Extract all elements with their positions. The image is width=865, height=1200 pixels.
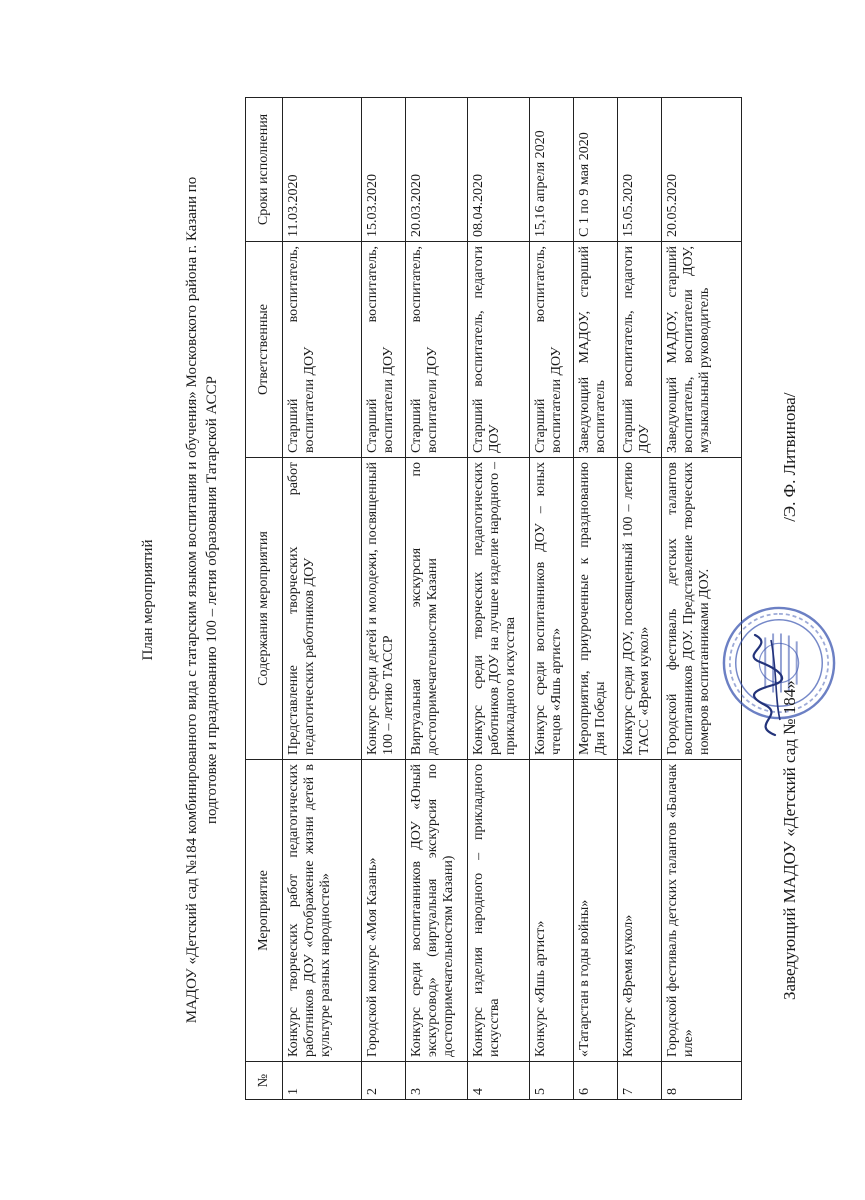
event-cell: Конкурс среди воспитанников ДОУ «Юный экскурсовод» (виртуальная экскурсия по достопримечательностям Казани) [406,760,468,1062]
content-cell: Конкурс среди воспитанников ДОУ – юных чтецов «Яшь артист» [530,458,574,760]
table-row [283,98,362,1100]
table-row [662,98,742,1100]
table-row [406,98,468,1100]
signatory-name: /Э. Ф. Литвинова/ [780,392,799,522]
row-number: 8 [662,1062,742,1100]
header-deadline: Сроки исполнения [246,98,283,242]
deadline-cell: С 1 по 9 мая 2020 [574,98,618,242]
table-header-row [246,98,283,1100]
subtitle-line-1: МАДОУ «Детский сад №184 комбинированного вида с татарским языком воспитания и обучения» Московского района г. Казани по [184,176,200,1024]
responsible-cell: Старший воспитатель, воспитатели ДОУ [283,242,362,458]
table-row [530,98,574,1100]
event-cell: Городской фестиваль детских талантов «Балачак иле» [662,760,742,1062]
responsible-cell: Старший воспитатель, воспитатели ДОУ [362,242,406,458]
row-number: 2 [362,1062,406,1100]
content-cell: Конкурс среди ДОУ, посвященный 100 – летию ТАСС «Время кукол» [618,458,662,760]
row-number: 1 [283,1062,362,1100]
header-event: Мероприятие [246,760,283,1062]
content-cell: Конкурс среди детей и молодежи, посвященный 100 – летию ТАССР [362,458,406,760]
content-cell: Конкурс среди творческих педагогических работников ДОУ на лучшее изделие народного – прикладного искусства [468,458,530,760]
event-cell: Конкурс «Яшь артист» [530,760,574,1062]
table-row [618,98,662,1100]
deadline-cell: 11.03.2020 [283,98,362,242]
deadline-cell: 20.03.2020 [406,98,468,242]
deadline-cell: 15.05.2020 [618,98,662,242]
content-cell: Городской фестиваль детских талантов воспитанников ДОУ. Представление творческих номеров воспитанниками ДОУ. [662,458,742,760]
event-cell: Городской конкурс «Моя Казань» [362,760,406,1062]
deadline-cell: 15,16 апреля 2020 [530,98,574,242]
row-number: 7 [618,1062,662,1100]
event-cell: Конкурс изделия народного – прикладного искусства [468,760,530,1062]
deadline-cell: 20.05.2020 [662,98,742,242]
signatory-position: Заведующий МАДОУ «Детский сад № 184» [780,680,799,1000]
header-number: № [246,1062,283,1100]
deadline-cell: 08.04.2020 [468,98,530,242]
subtitle-line-2: подготовке и празднованию 100 – летия образования Татарской АССР [204,376,220,825]
event-cell: Конкурс творческих работ педагогических работников ДОУ «Отображение жизни детей в культуре разных народностей» [283,760,362,1062]
row-number: 6 [574,1062,618,1100]
document-subtitle [182,150,222,1050]
content-cell: Представление творческих работ педагогических работников ДОУ [283,458,362,760]
document-title: План мероприятий [140,539,156,661]
content-cell: Мероприятия, приуроченные к празднованию Дня Победы [574,458,618,760]
event-cell: «Татарстан в годы войны» [574,760,618,1062]
responsible-cell: Старший воспитатель, воспитатели ДОУ [406,242,468,458]
table-row [362,98,406,1100]
responsible-cell: Старший воспитатель, педагоги ДОУ [468,242,530,458]
event-cell: Конкурс «Время кукол» [618,760,662,1062]
row-number: 3 [406,1062,468,1100]
table-row [574,98,618,1100]
table-row [468,98,530,1100]
responsible-cell: Заведующий МАДОУ, старший воспитатель, воспитатели ДОУ, музыкальный руководитель [662,242,742,458]
row-number: 4 [468,1062,530,1100]
responsible-cell: Старший воспитатель, воспитатели ДОУ [530,242,574,458]
events-table [245,97,742,1100]
responsible-cell: Старший воспитатель, педагоги ДОУ [618,242,662,458]
row-number: 5 [530,1062,574,1100]
content-cell: Виртуальная экскурсия по достопримечательностям Казани [406,458,468,760]
header-responsible: Ответственные [246,242,283,458]
header-content: Содержания мероприятия [246,458,283,760]
signature-block [780,393,800,1000]
responsible-cell: Заведующий МАДОУ, старший воспитатель [574,242,618,458]
deadline-cell: 15.03.2020 [362,98,406,242]
